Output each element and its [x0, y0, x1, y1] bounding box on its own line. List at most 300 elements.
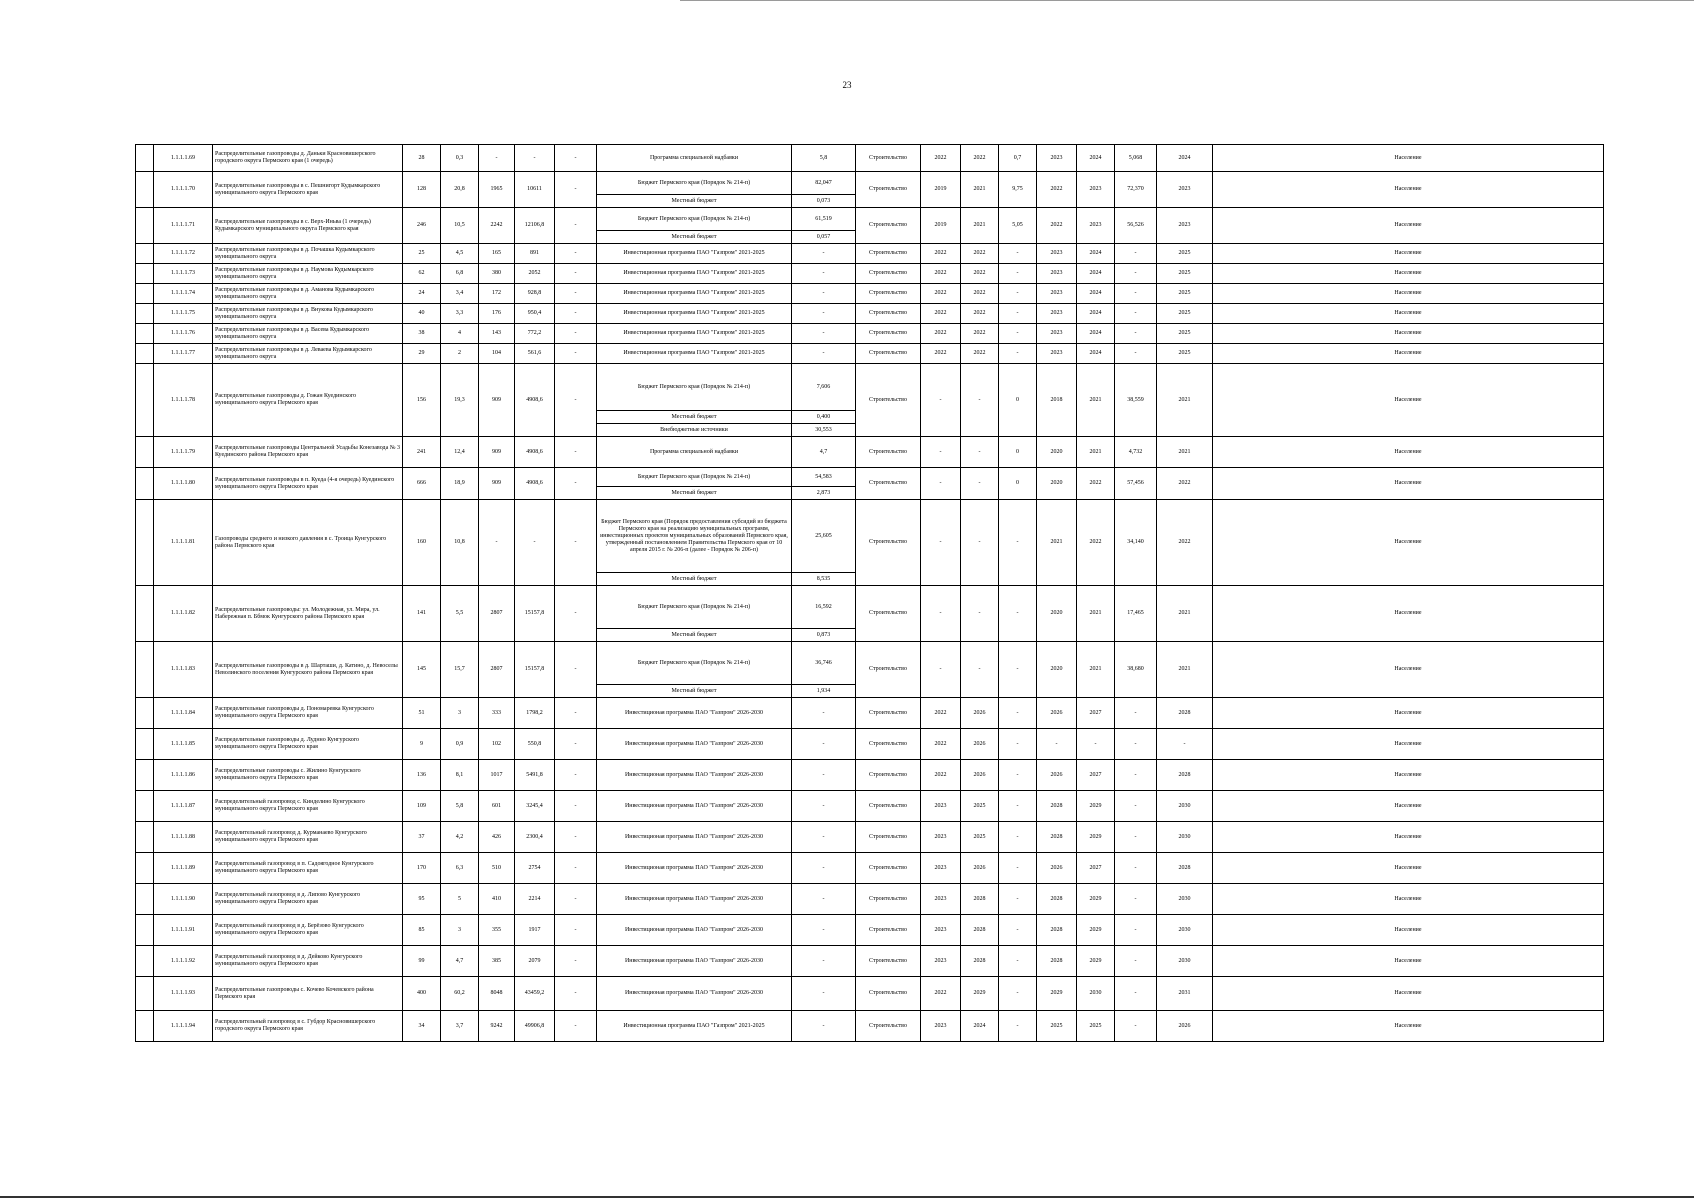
- funding-source-cell: Внебюджетные источники: [597, 424, 792, 437]
- object-name-cell: Распределительный газопровод в д. Липово Кунгурского муниципального округа Пермского края: [213, 884, 403, 915]
- row-margin-cell: [136, 977, 154, 1011]
- design-cost-cell: -: [999, 284, 1037, 304]
- design-cost-cell: -: [999, 586, 1037, 642]
- gas-volume-cell: 909: [479, 437, 515, 468]
- pressure-cell: 3,3: [441, 304, 479, 324]
- funding-source-cell: Инвестиционая программа ПАО "Газпром" 2026-2030: [597, 698, 792, 729]
- object-name-cell: Распределительные газопроводы в п. Куеда (4-я очередь) Куединского муниципального округа Пермского края: [213, 468, 403, 500]
- gas-volume-cell: 1017: [479, 760, 515, 791]
- design-start-cell: -: [921, 468, 961, 500]
- object-name-cell: Распределительный газопровод д. Курманаево Кунгурского муниципального округа Пермского края: [213, 822, 403, 853]
- gas-volume-cell: 9242: [479, 1011, 515, 1042]
- gas-volume-cell: 143: [479, 324, 515, 344]
- row-id-cell: 1.1.1.1.91: [154, 915, 213, 946]
- design-start-cell: 2019: [921, 208, 961, 244]
- dash-cell: -: [555, 264, 597, 284]
- length-cell: 9: [403, 729, 441, 760]
- object-name-cell: Распределительные газопроводы в д. Внукова Кудымкарского муниципального округа: [213, 304, 403, 324]
- design-start-cell: 2022: [921, 264, 961, 284]
- build-cost-cell: 56,526: [1115, 208, 1157, 244]
- design-end-cell: 2021: [961, 208, 999, 244]
- row-id-cell: 1.1.1.1.87: [154, 791, 213, 822]
- funding-source-cell: Местный бюджет: [597, 573, 792, 586]
- build-end-cell: 2021: [1077, 586, 1115, 642]
- build-end-cell: 2029: [1077, 822, 1115, 853]
- funding-source-cell: Инвестиционая программа ПАО "Газпром" 2026-2030: [597, 729, 792, 760]
- design-end-cell: 2025: [961, 791, 999, 822]
- build-end-cell: 2024: [1077, 145, 1115, 172]
- length-cell: 25: [403, 244, 441, 264]
- design-end-cell: 2022: [961, 344, 999, 364]
- cost-cell: 950,4: [515, 304, 555, 324]
- funding-amount-cell: -: [792, 760, 856, 791]
- design-cost-cell: -: [999, 884, 1037, 915]
- cost-cell: 15157,8: [515, 642, 555, 698]
- table-row: [136, 364, 1604, 411]
- funding-amount-cell: 1,934: [792, 685, 856, 698]
- funding-source-cell: Инвестиционая программа ПАО "Газпром" 2026-2030: [597, 760, 792, 791]
- build-end-cell: 2021: [1077, 364, 1115, 437]
- table-row: [136, 977, 1604, 1011]
- build-end-cell: 2021: [1077, 437, 1115, 468]
- funding-source-cell: Бюджет Пермского края (Порядок № 214-п): [597, 364, 792, 411]
- build-start-cell: -: [1037, 729, 1077, 760]
- pressure-cell: 3,7: [441, 1011, 479, 1042]
- object-name-cell: Распределительные газопроводы с. Жилино Кунгурского муниципального округа Пермского края: [213, 760, 403, 791]
- row-margin-cell: [136, 172, 154, 208]
- build-cost-cell: -: [1115, 1011, 1157, 1042]
- dash-cell: -: [555, 822, 597, 853]
- funding-source-cell: Бюджет Пермского края (Порядок № 214-п): [597, 172, 792, 195]
- design-end-cell: -: [961, 500, 999, 586]
- row-margin-cell: [136, 698, 154, 729]
- cost-cell: 1917: [515, 915, 555, 946]
- work-type-cell: Строительство: [856, 1011, 921, 1042]
- design-start-cell: 2019: [921, 172, 961, 208]
- table-row: [136, 729, 1604, 760]
- build-start-cell: 2021: [1037, 500, 1077, 586]
- funding-amount-cell: -: [792, 977, 856, 1011]
- commissioning-year-cell: 2021: [1157, 437, 1213, 468]
- table-row: [136, 853, 1604, 884]
- consumer-category-cell: Население: [1213, 145, 1604, 172]
- pressure-cell: 12,4: [441, 437, 479, 468]
- funding-source-cell: Инвестиционая программа ПАО "Газпром" 2026-2030: [597, 915, 792, 946]
- build-cost-cell: 38,559: [1115, 364, 1157, 437]
- consumer-category-cell: Население: [1213, 244, 1604, 264]
- design-start-cell: 2022: [921, 145, 961, 172]
- commissioning-year-cell: 2023: [1157, 208, 1213, 244]
- work-type-cell: Строительство: [856, 977, 921, 1011]
- design-end-cell: 2022: [961, 264, 999, 284]
- design-cost-cell: 0: [999, 437, 1037, 468]
- gas-volume-cell: 909: [479, 364, 515, 437]
- design-end-cell: 2026: [961, 853, 999, 884]
- funding-source-cell: Инвестиционная программа ПАО "Газпром" 2021-2025: [597, 1011, 792, 1042]
- build-start-cell: 2028: [1037, 884, 1077, 915]
- build-start-cell: 2028: [1037, 915, 1077, 946]
- build-end-cell: 2027: [1077, 760, 1115, 791]
- table-row: [136, 284, 1604, 304]
- build-cost-cell: 4,732: [1115, 437, 1157, 468]
- row-id-cell: 1.1.1.1.76: [154, 324, 213, 344]
- object-name-cell: Распределительные газопроводы в д. Наумова Кудымкарского муниципального округа: [213, 264, 403, 284]
- build-start-cell: 2025: [1037, 1011, 1077, 1042]
- pressure-cell: 3: [441, 698, 479, 729]
- design-cost-cell: 5,05: [999, 208, 1037, 244]
- gas-volume-cell: 410: [479, 884, 515, 915]
- funding-source-cell: Инвестиционая программа ПАО "Газпром" 2026-2030: [597, 977, 792, 1011]
- design-cost-cell: -: [999, 264, 1037, 284]
- funding-source-cell: Программа специальной надбавки: [597, 145, 792, 172]
- work-type-cell: Строительство: [856, 284, 921, 304]
- gas-volume-cell: 102: [479, 729, 515, 760]
- design-end-cell: 2028: [961, 884, 999, 915]
- cost-cell: 4908,6: [515, 364, 555, 437]
- funding-amount-cell: -: [792, 698, 856, 729]
- length-cell: 51: [403, 698, 441, 729]
- consumer-category-cell: Население: [1213, 946, 1604, 977]
- row-margin-cell: [136, 344, 154, 364]
- length-cell: 28: [403, 145, 441, 172]
- consumer-category-cell: Население: [1213, 586, 1604, 642]
- work-type-cell: Строительство: [856, 698, 921, 729]
- build-end-cell: 2022: [1077, 468, 1115, 500]
- row-margin-cell: [136, 791, 154, 822]
- object-name-cell: Распределительные газопроводы в д. Леваева Кудымкарского муниципального округа: [213, 344, 403, 364]
- row-id-cell: 1.1.1.1.72: [154, 244, 213, 264]
- build-cost-cell: -: [1115, 760, 1157, 791]
- work-type-cell: Строительство: [856, 946, 921, 977]
- row-margin-cell: [136, 915, 154, 946]
- build-start-cell: 2026: [1037, 760, 1077, 791]
- length-cell: 38: [403, 324, 441, 344]
- build-end-cell: 2024: [1077, 324, 1115, 344]
- gas-volume-cell: -: [479, 500, 515, 586]
- build-start-cell: 2020: [1037, 437, 1077, 468]
- design-end-cell: 2026: [961, 698, 999, 729]
- length-cell: 40: [403, 304, 441, 324]
- design-start-cell: 2022: [921, 324, 961, 344]
- row-id-cell: 1.1.1.1.88: [154, 822, 213, 853]
- consumer-category-cell: Население: [1213, 264, 1604, 284]
- consumer-category-cell: Население: [1213, 304, 1604, 324]
- length-cell: 29: [403, 344, 441, 364]
- gas-volume-cell: 380: [479, 264, 515, 284]
- table-row: [136, 172, 1604, 195]
- design-start-cell: 2023: [921, 822, 961, 853]
- cost-cell: 550,8: [515, 729, 555, 760]
- work-type-cell: Строительство: [856, 760, 921, 791]
- build-start-cell: 2018: [1037, 364, 1077, 437]
- gas-volume-cell: 333: [479, 698, 515, 729]
- consumer-category-cell: Население: [1213, 437, 1604, 468]
- pressure-cell: 6,3: [441, 853, 479, 884]
- design-cost-cell: -: [999, 244, 1037, 264]
- row-id-cell: 1.1.1.1.69: [154, 145, 213, 172]
- length-cell: 246: [403, 208, 441, 244]
- build-cost-cell: -: [1115, 264, 1157, 284]
- row-margin-cell: [136, 437, 154, 468]
- gas-volume-cell: 510: [479, 853, 515, 884]
- build-cost-cell: -: [1115, 977, 1157, 1011]
- build-start-cell: 2023: [1037, 304, 1077, 324]
- funding-source-cell: Инвестиционная программа ПАО "Газпром" 2021-2025: [597, 264, 792, 284]
- dash-cell: -: [555, 586, 597, 642]
- table-row: [136, 760, 1604, 791]
- funding-source-cell: Инвестиционая программа ПАО "Газпром" 2026-2030: [597, 884, 792, 915]
- work-type-cell: Строительство: [856, 468, 921, 500]
- build-cost-cell: 72,370: [1115, 172, 1157, 208]
- row-margin-cell: [136, 468, 154, 500]
- work-type-cell: Строительство: [856, 364, 921, 437]
- gas-volume-cell: 601: [479, 791, 515, 822]
- build-start-cell: 2028: [1037, 946, 1077, 977]
- commissioning-year-cell: 2021: [1157, 586, 1213, 642]
- row-id-cell: 1.1.1.1.93: [154, 977, 213, 1011]
- work-type-cell: Строительство: [856, 145, 921, 172]
- consumer-category-cell: Население: [1213, 642, 1604, 698]
- row-margin-cell: [136, 284, 154, 304]
- table-row: [136, 344, 1604, 364]
- row-id-cell: 1.1.1.1.89: [154, 853, 213, 884]
- design-end-cell: 2026: [961, 760, 999, 791]
- pressure-cell: 15,7: [441, 642, 479, 698]
- dash-cell: -: [555, 853, 597, 884]
- build-start-cell: 2023: [1037, 284, 1077, 304]
- object-name-cell: Распределительные газопроводы: ул. Молодежная, ул. Мира, ул. Набережная п. Ббмок Кунгурского района Пермского края: [213, 586, 403, 642]
- funding-source-cell: Местный бюджет: [597, 195, 792, 208]
- row-margin-cell: [136, 500, 154, 586]
- funding-amount-cell: -: [792, 915, 856, 946]
- build-start-cell: 2028: [1037, 791, 1077, 822]
- cost-cell: 2052: [515, 264, 555, 284]
- length-cell: 128: [403, 172, 441, 208]
- dash-cell: -: [555, 145, 597, 172]
- cost-cell: 10611: [515, 172, 555, 208]
- funding-source-cell: Инвестиционная программа ПАО "Газпром" 2021-2025: [597, 324, 792, 344]
- cost-cell: 4908,6: [515, 468, 555, 500]
- commissioning-year-cell: 2025: [1157, 304, 1213, 324]
- row-margin-cell: [136, 642, 154, 698]
- design-cost-cell: -: [999, 791, 1037, 822]
- row-id-cell: 1.1.1.1.86: [154, 760, 213, 791]
- funding-amount-cell: 5,8: [792, 145, 856, 172]
- cost-cell: 49906,8: [515, 1011, 555, 1042]
- design-cost-cell: -: [999, 344, 1037, 364]
- cost-cell: -: [515, 500, 555, 586]
- commissioning-year-cell: 2031: [1157, 977, 1213, 1011]
- work-type-cell: Строительство: [856, 791, 921, 822]
- cost-cell: 2300,4: [515, 822, 555, 853]
- work-type-cell: Строительство: [856, 324, 921, 344]
- commissioning-year-cell: 2030: [1157, 946, 1213, 977]
- design-start-cell: 2023: [921, 791, 961, 822]
- gas-volume-cell: 2242: [479, 208, 515, 244]
- table-row: [136, 437, 1604, 468]
- build-end-cell: 2024: [1077, 264, 1115, 284]
- funding-amount-cell: 0,073: [792, 195, 856, 208]
- cost-cell: 561,6: [515, 344, 555, 364]
- pressure-cell: 18,9: [441, 468, 479, 500]
- design-end-cell: 2029: [961, 977, 999, 1011]
- funding-amount-cell: -: [792, 822, 856, 853]
- dash-cell: -: [555, 208, 597, 244]
- consumer-category-cell: Население: [1213, 1011, 1604, 1042]
- row-margin-cell: [136, 729, 154, 760]
- gas-volume-cell: 1965: [479, 172, 515, 208]
- row-margin-cell: [136, 586, 154, 642]
- design-end-cell: 2022: [961, 244, 999, 264]
- design-cost-cell: -: [999, 500, 1037, 586]
- build-end-cell: 2025: [1077, 1011, 1115, 1042]
- design-start-cell: 2022: [921, 344, 961, 364]
- build-cost-cell: 17,465: [1115, 586, 1157, 642]
- build-cost-cell: -: [1115, 946, 1157, 977]
- gas-volume-cell: 172: [479, 284, 515, 304]
- design-start-cell: 2022: [921, 304, 961, 324]
- row-id-cell: 1.1.1.1.94: [154, 1011, 213, 1042]
- gas-volume-cell: 176: [479, 304, 515, 324]
- row-id-cell: 1.1.1.1.85: [154, 729, 213, 760]
- object-name-cell: Распределительный газопровод в д. Дейково Кунгурского муниципального округа Пермского края: [213, 946, 403, 977]
- length-cell: 170: [403, 853, 441, 884]
- dash-cell: -: [555, 642, 597, 698]
- consumer-category-cell: Население: [1213, 324, 1604, 344]
- build-cost-cell: -: [1115, 698, 1157, 729]
- pressure-cell: 0,9: [441, 729, 479, 760]
- commissioning-year-cell: -: [1157, 729, 1213, 760]
- build-start-cell: 2023: [1037, 264, 1077, 284]
- cost-cell: 928,8: [515, 284, 555, 304]
- dash-cell: -: [555, 304, 597, 324]
- commissioning-year-cell: 2021: [1157, 642, 1213, 698]
- length-cell: 95: [403, 884, 441, 915]
- commissioning-year-cell: 2028: [1157, 698, 1213, 729]
- design-end-cell: -: [961, 364, 999, 437]
- design-end-cell: 2028: [961, 915, 999, 946]
- length-cell: 400: [403, 977, 441, 1011]
- consumer-category-cell: Население: [1213, 284, 1604, 304]
- consumer-category-cell: Население: [1213, 698, 1604, 729]
- pressure-cell: 10,5: [441, 208, 479, 244]
- object-name-cell: Распределительные газопроводы д. Луднно Кунгурского муниципального округа Пермского края: [213, 729, 403, 760]
- consumer-category-cell: Население: [1213, 344, 1604, 364]
- table-row: [136, 1011, 1604, 1042]
- funding-source-cell: Местный бюджет: [597, 629, 792, 642]
- row-margin-cell: [136, 884, 154, 915]
- commissioning-year-cell: 2021: [1157, 364, 1213, 437]
- length-cell: 34: [403, 1011, 441, 1042]
- funding-source-cell: Бюджет Пермского края (Порядок № 214-п): [597, 586, 792, 629]
- row-margin-cell: [136, 208, 154, 244]
- object-name-cell: Распределительный газопровод в п. Садоягодное Кунгурского муниципального округа Пермского края: [213, 853, 403, 884]
- row-id-cell: 1.1.1.1.75: [154, 304, 213, 324]
- object-name-cell: Распределительный газопровод с. Кинделино Кунгурского муниципального округа Пермского края: [213, 791, 403, 822]
- table-row: [136, 586, 1604, 629]
- dash-cell: -: [555, 698, 597, 729]
- funding-source-cell: Местный бюджет: [597, 685, 792, 698]
- funding-amount-cell: 25,605: [792, 500, 856, 573]
- design-cost-cell: -: [999, 760, 1037, 791]
- design-end-cell: 2021: [961, 172, 999, 208]
- funding-amount-cell: 54,583: [792, 468, 856, 487]
- length-cell: 109: [403, 791, 441, 822]
- pressure-cell: 4,7: [441, 946, 479, 977]
- dash-cell: -: [555, 915, 597, 946]
- funding-amount-cell: -: [792, 946, 856, 977]
- design-end-cell: 2022: [961, 145, 999, 172]
- build-cost-cell: -: [1115, 822, 1157, 853]
- funding-amount-cell: -: [792, 264, 856, 284]
- design-start-cell: 2023: [921, 884, 961, 915]
- build-cost-cell: 38,680: [1115, 642, 1157, 698]
- commissioning-year-cell: 2030: [1157, 791, 1213, 822]
- funding-amount-cell: -: [792, 244, 856, 264]
- dash-cell: -: [555, 729, 597, 760]
- funding-amount-cell: 30,553: [792, 424, 856, 437]
- length-cell: 141: [403, 586, 441, 642]
- design-end-cell: -: [961, 468, 999, 500]
- cost-cell: 12106,8: [515, 208, 555, 244]
- object-name-cell: Распределительные газопроводы д. Даньки Красновишерского городского округа Пермского края (1 очередь): [213, 145, 403, 172]
- gas-volume-cell: 355: [479, 915, 515, 946]
- table-row: [136, 500, 1604, 573]
- design-cost-cell: -: [999, 729, 1037, 760]
- pressure-cell: 3,4: [441, 284, 479, 304]
- build-end-cell: 2029: [1077, 946, 1115, 977]
- length-cell: 666: [403, 468, 441, 500]
- work-type-cell: Строительство: [856, 500, 921, 586]
- build-start-cell: 2028: [1037, 822, 1077, 853]
- row-margin-cell: [136, 364, 154, 437]
- pressure-cell: 4: [441, 324, 479, 344]
- design-start-cell: 2023: [921, 915, 961, 946]
- build-start-cell: 2026: [1037, 698, 1077, 729]
- length-cell: 241: [403, 437, 441, 468]
- dash-cell: -: [555, 172, 597, 208]
- build-end-cell: 2024: [1077, 304, 1115, 324]
- commissioning-year-cell: 2030: [1157, 915, 1213, 946]
- object-name-cell: Распределительные газопроводы д. Гожан Куединского муниципального округа Пермского края: [213, 364, 403, 437]
- funding-amount-cell: 0,057: [792, 231, 856, 244]
- object-name-cell: Распределительные газопроводы в д. Аманова Кудымкарского муниципального округа: [213, 284, 403, 304]
- row-id-cell: 1.1.1.1.74: [154, 284, 213, 304]
- funding-amount-cell: -: [792, 324, 856, 344]
- cost-cell: 15157,8: [515, 586, 555, 642]
- pressure-cell: 60,2: [441, 977, 479, 1011]
- design-end-cell: -: [961, 437, 999, 468]
- design-end-cell: 2025: [961, 822, 999, 853]
- funding-source-cell: Инвестиционная программа ПАО "Газпром" 2021-2025: [597, 344, 792, 364]
- build-end-cell: 2027: [1077, 698, 1115, 729]
- design-cost-cell: -: [999, 822, 1037, 853]
- design-start-cell: -: [921, 500, 961, 586]
- design-end-cell: 2022: [961, 304, 999, 324]
- commissioning-year-cell: 2022: [1157, 500, 1213, 586]
- funding-amount-cell: 16,592: [792, 586, 856, 629]
- consumer-category-cell: Население: [1213, 760, 1604, 791]
- design-start-cell: 2023: [921, 946, 961, 977]
- row-margin-cell: [136, 324, 154, 344]
- build-end-cell: 2029: [1077, 884, 1115, 915]
- build-start-cell: 2022: [1037, 208, 1077, 244]
- build-cost-cell: -: [1115, 791, 1157, 822]
- build-start-cell: 2023: [1037, 244, 1077, 264]
- funding-amount-cell: -: [792, 284, 856, 304]
- pressure-cell: 3: [441, 915, 479, 946]
- consumer-category-cell: Население: [1213, 208, 1604, 244]
